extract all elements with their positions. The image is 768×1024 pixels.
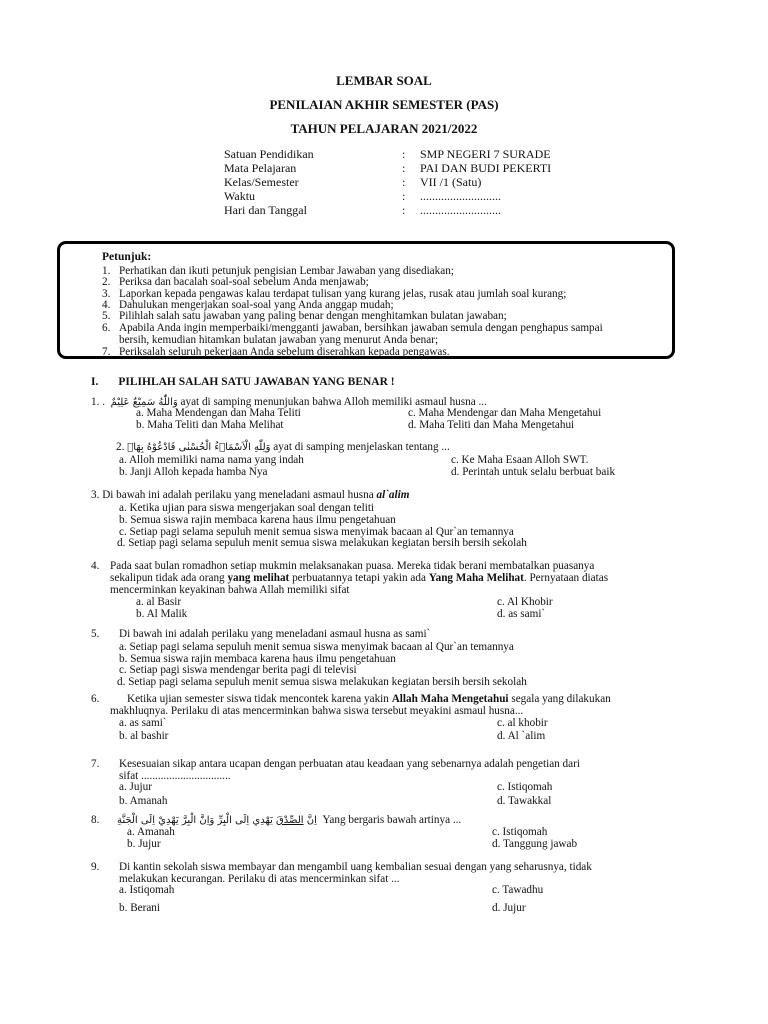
instruction-text: bersih, kemudian hitamkan bulatan jawaban yang menurut Anda benar;	[119, 334, 439, 346]
question-number: 6.	[91, 693, 100, 705]
question-2	[116, 441, 450, 454]
option-c[interactable]: c. Tawadhu	[492, 884, 544, 896]
question-text-line: Pada saat bulan romadhon setiap mukmin melaksanakan puasa. Mereka tidak berani membatalkan puasanya	[110, 560, 595, 572]
question-number: 3.	[91, 489, 100, 501]
option-d[interactable]: d. Maha Teliti dan Maha Mengetahui	[408, 419, 575, 431]
option-d[interactable]: d. Al `alim	[497, 730, 546, 742]
info-colon: :	[402, 147, 406, 161]
question-number: 7.	[91, 758, 100, 770]
text-run: perbuatannya tetapi yakin ada	[289, 572, 429, 584]
question-3	[91, 489, 409, 502]
question-number: 1.	[91, 396, 100, 408]
option-a[interactable]: a. Jujur	[119, 781, 152, 793]
instruction-number: 2.	[102, 276, 111, 288]
question-text-line: melakukan kecurangan. Perilaku di atas mencerminkan sifat ...	[119, 873, 400, 885]
question-text-line: Di bawah ini adalah perilaku yang meneladani asmaul husna as sami`	[119, 628, 431, 640]
option-d[interactable]: d. as sami`	[497, 608, 546, 620]
exam-title: PENILAIAN AKHIR SEMESTER (PAS)	[269, 97, 499, 112]
option-a[interactable]: a. Amanah	[127, 826, 175, 838]
question-text: Di bawah ini adalah perilaku yang meneladani asmaul husna	[102, 489, 377, 501]
section-heading	[91, 376, 395, 390]
info-colon: :	[402, 175, 406, 189]
option-c[interactable]: c. Istiqomah	[497, 781, 553, 793]
text-run: . Pernyataan diatas	[523, 572, 609, 584]
text-run: Ketika ujian semester siswa tidak mencontek karena yakin	[127, 693, 392, 705]
section-title: PILIHLAH SALAH SATU JAWABAN YANG BENAR !	[118, 376, 395, 388]
question-text: ayat di samping menjelaskan tentang ...	[270, 441, 450, 453]
instruction-text: Dahulukan mengerjakan soal-soal yang Anda anggap mudah;	[119, 299, 394, 311]
question-6	[91, 693, 99, 706]
text-bold: Yang Maha Melihat	[428, 572, 524, 584]
instruction-number: 1.	[102, 265, 111, 277]
instruction-number: 7.	[102, 346, 111, 358]
instruction-number: 4.	[102, 299, 111, 311]
option-b[interactable]: b. Maha Teliti dan Maha Melihat	[136, 419, 284, 431]
info-value: ...........................	[420, 189, 501, 203]
text-bold: yang melihat	[227, 572, 290, 584]
option-b[interactable]: b. Janji Alloh kepada hamba Nya	[119, 466, 268, 478]
question-5	[91, 628, 99, 641]
question-text: Yang bergaris bawah artinya ...	[316, 814, 462, 826]
option-a[interactable]: a. Setiap pagi selama sepuluh menit semua siswa menyimak bacaan al Qur`an temannya	[119, 641, 514, 653]
instruction-item	[102, 346, 450, 359]
option-c[interactable]: c. Istiqomah	[492, 826, 548, 838]
option-b[interactable]: b. al bashir	[119, 730, 169, 742]
option-c[interactable]: c. al khobir	[497, 717, 548, 729]
option-a[interactable]: a. as sami`	[119, 717, 167, 729]
option-a[interactable]: a. Maha Mendengan dan Maha Teliti	[136, 407, 301, 419]
question-8	[91, 814, 99, 827]
instruction-text: Periksalah seluruh pekerjaan Anda sebelum diserahkan kepada pengawas.	[119, 346, 450, 358]
text-run: sekalipun tidak ada orang	[110, 572, 228, 584]
option-c[interactable]: c. Setiap pagi siswa mendengar berita pagi di televisi	[119, 664, 357, 676]
question-text-line: Kesesuaian sikap antara ucapan dengan perbuatan atau keadaan yang sebenarnya adalah pengetian dari	[119, 758, 580, 770]
school-year: TAHUN PELAJARAN 2021/2022	[290, 121, 478, 136]
option-b[interactable]: b. Berani	[119, 902, 161, 914]
info-colon: :	[402, 189, 406, 203]
option-b[interactable]: b. Semua siswa rajin membaca karena haus ilmu pengetahuan	[119, 653, 396, 665]
option-a[interactable]: a. al Basir	[136, 596, 182, 608]
question-text-line: Di kantin sekolah siswa membayar dan mengambil uang kembalian sesuai dengan yang seharusnya, tidak	[119, 861, 592, 873]
instruction-text: Pilihlah salah satu jawaban yang paling benar dengan menghitamkan bulatan jawaban;	[119, 310, 507, 322]
option-d[interactable]: d. Setiap pagi selama sepuluh menit semua siswa melakukan kegiatan bersih bersih sekolah	[117, 537, 527, 549]
option-d[interactable]: d. Tanggung jawab	[492, 838, 578, 850]
instruction-text: Perhatikan dan ikuti petunjuk pengisian Lembar Jawaban yang disediakan;	[119, 265, 454, 277]
option-a[interactable]: a. Alloh memiliki nama nama yang indah	[119, 454, 304, 466]
info-value: PAI DAN BUDI PEKERTI	[420, 161, 552, 175]
instruction-text: Periksa dan bacalah soal-soal sebelum Anda menjawab;	[119, 276, 369, 288]
instruction-text: Apabila Anda ingin memperbaiki/mengganti jawaban, bersihkan jawaban semula dengan penghapus sampai	[119, 322, 603, 334]
text-bold: Allah Maha Mengetahui	[391, 693, 509, 705]
info-colon: :	[402, 203, 406, 217]
info-label: Waktu	[224, 189, 256, 203]
question-text-line: sifat ................................	[119, 770, 231, 782]
arabic-run: اِنَّ	[303, 815, 317, 826]
info-label: Satuan Pendidikan	[224, 147, 314, 161]
instruction-number: 3.	[102, 288, 111, 300]
question-9	[91, 861, 99, 874]
option-a[interactable]: a. Istiqomah	[119, 884, 175, 896]
question-number: 4.	[91, 560, 100, 572]
option-b[interactable]: b. Amanah	[119, 795, 168, 807]
arabic-verse	[117, 815, 317, 826]
option-b[interactable]: b. Jujur	[127, 838, 161, 850]
arabic-run: يَهْدِي اِلَى الْبِرِّ وَاِنَّ الْبِرَّ يَهْدِيْ اِلَى الْجَنَّةِ	[117, 815, 277, 826]
option-d[interactable]: d. Setiap pagi selama sepuluh menit semua siswa melakukan kegiatan bersih bersih sekolah	[117, 676, 527, 688]
document-title: LEMBAR SOAL	[336, 73, 432, 88]
text-run: segala yang dilakukan	[508, 693, 611, 705]
info-label: Kelas/Semester	[224, 175, 299, 189]
option-c[interactable]: c. Al Khobir	[497, 596, 553, 608]
instruction-number: 6.	[102, 322, 111, 334]
arabic-underlined-word: الصِّدْقَ	[276, 815, 304, 826]
option-b[interactable]: b. Al Malik	[136, 608, 188, 620]
option-c[interactable]: c. Maha Mendengar dan Maha Mengetahui	[408, 407, 602, 419]
question-7	[91, 758, 99, 771]
question-prefix: .	[99, 396, 111, 408]
question-text-line: mencerminkan keyakinan bahwa Allah memiliki sifat	[110, 584, 350, 596]
question-text-line: makhluqnya. Perilaku di atas mencerminkan bahwa siswa tersebut meyakini asmaul husna...	[110, 705, 524, 717]
instruction-number: 5.	[102, 310, 111, 322]
question-number: 8.	[91, 814, 100, 826]
instruction-text: Laporkan kepada pengawas kalau terdapat tulisan yang kurang jelas, rusak atau jumlah soal kurang;	[119, 288, 567, 300]
option-c[interactable]: c. Setiap pagi selama sepuluh menit semua siswa menyimak bacaan al Qur`an temannya	[119, 526, 514, 538]
option-d[interactable]: d. Tawakkal	[497, 795, 552, 807]
info-label: Hari dan Tanggal	[224, 203, 307, 217]
info-label: Mata Pelajaran	[224, 161, 297, 175]
info-value: SMP NEGERI 7 SURADE	[420, 147, 551, 161]
question-keyword: al`alim	[376, 489, 410, 501]
question-number: 9.	[91, 861, 100, 873]
option-d[interactable]: d. Jujur	[492, 902, 526, 914]
info-value: VII /1 (Satu)	[420, 175, 482, 189]
question-number: 5.	[91, 628, 100, 640]
instructions-heading: Petunjuk:	[102, 251, 152, 263]
arabic-verse: وَلِلّٰهِ الْاَسْمَاۤءُ الْحُسْنٰى فَادْعُوْهُ بِهَاۖ	[127, 442, 271, 453]
option-b[interactable]: b. Semua siswa rajin membaca karena haus ilmu pengetahuan	[119, 514, 396, 526]
option-d[interactable]: d. Perintah untuk selalu berbuat baik	[451, 466, 616, 478]
info-colon: :	[402, 161, 406, 175]
arabic-verse: وَاللّٰهُ سَمِيْعٌ عَلِيْمٌ	[110, 397, 178, 408]
info-value: ...........................	[420, 203, 501, 217]
question-number: 2.	[116, 441, 125, 453]
option-a[interactable]: a. Ketika ujian para siswa mengerjakan soal dengan teliti	[119, 502, 375, 514]
question-text: ayat di samping menunjukan bahwa Alloh memiliki asmaul husna ...	[177, 396, 487, 408]
question-4	[91, 560, 99, 573]
option-c[interactable]: c. Ke Maha Esaan Alloh SWT.	[451, 454, 589, 466]
section-number: I.	[91, 376, 99, 388]
